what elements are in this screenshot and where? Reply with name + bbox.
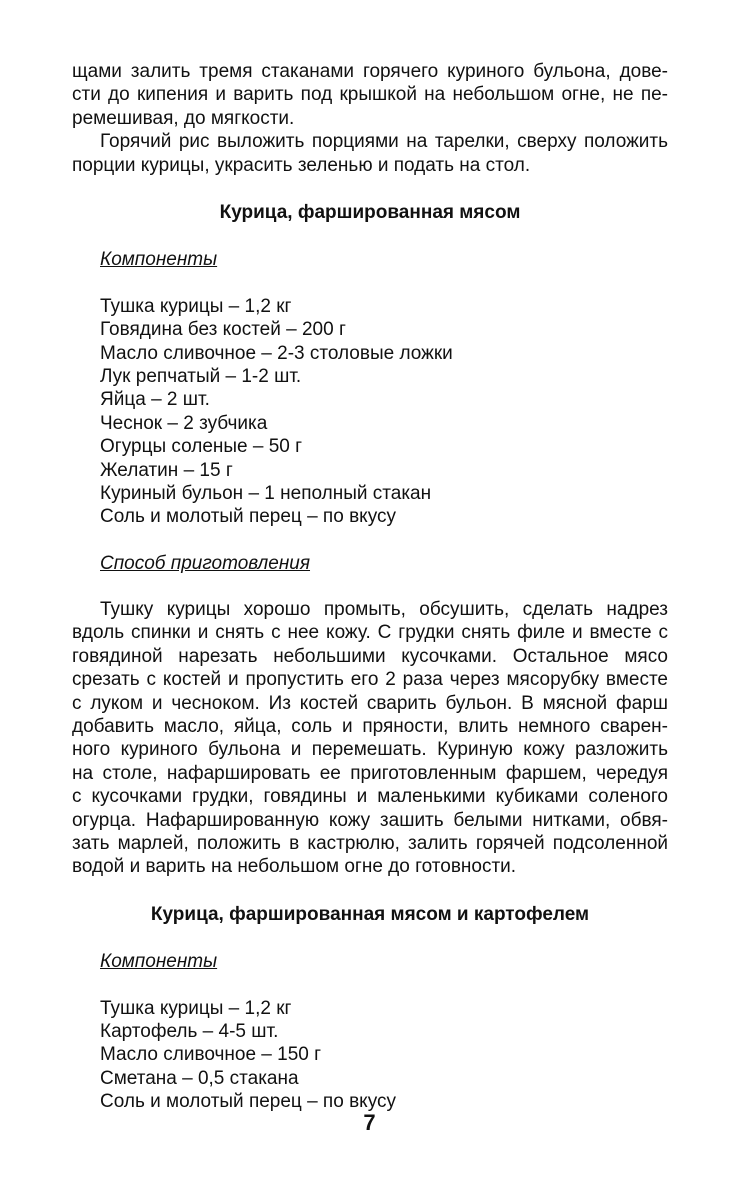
recipe-1-components-heading: Компоненты xyxy=(100,249,218,271)
list-item: Говядина без костей – 200 г xyxy=(100,319,346,341)
list-item: Куриный бульон – 1 неполный стакан xyxy=(100,482,432,504)
list-item: Тушка курицы – 1,2 кг xyxy=(100,295,292,317)
text-line: добавить масло, яйца, соль и пряности, влить немного сварен- xyxy=(72,716,668,738)
list-item: Чеснок – 2 зубчика xyxy=(100,412,268,434)
page-number: 7 xyxy=(363,1110,376,1135)
list-item: Огурцы соленые – 50 г xyxy=(100,436,303,458)
text-line: порции курицы, украсить зеленью и подать на стол. xyxy=(72,154,531,176)
list-item: Желатин – 15 г xyxy=(100,459,233,481)
recipe-1-ingredients-list xyxy=(72,295,668,529)
text-line: Тушку курицы хорошо промыть, обсушить, сделать надрез xyxy=(100,599,668,621)
recipe-1-title: Курица, фаршированная мясом xyxy=(219,201,521,223)
list-item: Тушка курицы – 1,2 кг xyxy=(100,997,292,1019)
text-line: огурца. Нафаршированную кожу зашить белыми нитками, обвя- xyxy=(72,809,668,831)
list-item: Масло сливочное – 2-3 столовые ложки xyxy=(100,342,453,364)
text-line: на столе, нафаршировать ее приготовленным фаршем, чередуя xyxy=(72,762,668,784)
recipe-2-components-heading: Компоненты xyxy=(100,951,218,973)
list-item: Соль и молотый перец – по вкусу xyxy=(100,1091,396,1113)
list-item: Масло сливочное – 150 г xyxy=(100,1044,322,1066)
text-line: с луком и чесноком. Из костей сварить бульон. В мясной фарш xyxy=(72,692,668,714)
text-line: ного куриного бульона и перемешать. Куриную кожу разложить xyxy=(72,739,668,761)
list-item: Сметана – 0,5 стакана xyxy=(100,1067,299,1089)
list-item: Лук репчатый – 1-2 шт. xyxy=(100,365,302,387)
text-line: сти до кипения и варить под крышкой на небольшом огне, не пе- xyxy=(72,84,668,106)
text-line: Горячий рис выложить порциями на тарелки, сверху положить xyxy=(100,131,668,153)
list-item: Соль и молотый перец – по вкусу xyxy=(100,506,396,528)
text-line: ремешивая, до мягкости. xyxy=(72,107,295,129)
text-line: говядиной нарезать небольшими кусочками. Остальное мясо xyxy=(72,645,668,667)
intro-paragraph-1 xyxy=(72,60,668,130)
text-line: срезать с костей и пропустить его 2 раза через мясорубку вместе xyxy=(72,669,668,691)
page-content xyxy=(72,60,668,1114)
text-line: щами залить тремя стаканами горячего куриного бульона, дове- xyxy=(72,61,668,82)
list-item: Картофель – 4-5 шт. xyxy=(100,1020,279,1042)
recipe-2-title: Курица, фаршированная мясом и картофелем xyxy=(150,903,590,925)
recipe-1-method-paragraph xyxy=(72,598,668,879)
recipe-1-method-heading: Способ приготовления xyxy=(100,552,311,574)
text-line: с кусочками грудки, говядины и маленькими кубиками соленого xyxy=(72,786,668,808)
list-item: Яйца – 2 шт. xyxy=(100,389,210,411)
text-line: вдоль спинки и снять с нее кожу. С грудки снять филе и вместе с xyxy=(72,622,668,644)
text-line: зать марлей, положить в кастрюлю, залить горячей подсоленной xyxy=(72,832,668,854)
recipe-2-ingredients-list xyxy=(72,997,668,1114)
intro-paragraph-2 xyxy=(72,130,668,177)
text-line: водой и варить на небольшом огне до готовности. xyxy=(72,856,517,878)
